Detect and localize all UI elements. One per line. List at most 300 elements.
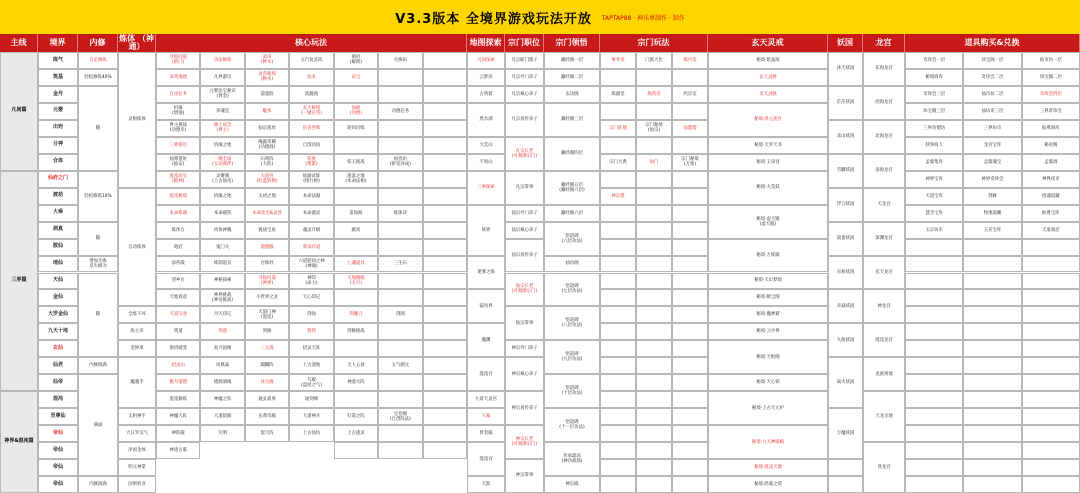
core-cell: 灵田 (种木)	[245, 52, 289, 69]
core-cell: 一键全场 (互动商伴)	[200, 154, 244, 171]
sect_insight-cell: 悟道碑 (九层功法)	[544, 340, 600, 374]
shop-cell	[1022, 442, 1080, 459]
core-cell: 六道轮回之神 (神通)	[289, 256, 333, 273]
dragon-cell: 混沌龙宫	[863, 323, 905, 357]
core-cell-empty	[334, 289, 378, 306]
dragon-cell: 玄天龙宫	[863, 256, 905, 290]
header-cell: 玄天灵戒	[708, 34, 828, 52]
realm-cell: 仙帝	[38, 374, 78, 391]
sect-play-cell	[672, 69, 708, 86]
core-cell: 仙职 (功德)	[334, 103, 378, 120]
core-cell: 自由任务	[156, 86, 200, 103]
ring-cell: 秘境·九天神殿殿	[708, 425, 828, 459]
core-cell: 丹天印记	[200, 306, 244, 323]
sect-play-cell	[600, 306, 636, 323]
header-cell: 宗门玩法	[600, 34, 708, 52]
core-cell-empty	[423, 86, 467, 103]
core-cell: 仙兽坊 (拼宠养成)	[378, 154, 422, 171]
shop-cell: 孟婆集库	[905, 154, 963, 171]
shop-cell	[905, 442, 963, 459]
realm-cell: 练气	[38, 52, 78, 69]
core-cell: 采药地理	[156, 69, 200, 86]
tili-cell: 灵根炼体	[118, 52, 156, 188]
sect_post-cell: 凡宗长老 (可观摩宗门)	[505, 137, 544, 171]
shop-cell	[963, 306, 1021, 323]
dragon-cell: 西海龙宫	[863, 86, 905, 120]
sect-play-cell	[672, 222, 708, 239]
sect-play-cell	[600, 459, 636, 476]
map-cell: 黑水湖	[467, 103, 505, 137]
ring-cell: 秘境·天幻梦境	[708, 273, 828, 290]
core-cell: 妖王挑战	[334, 154, 378, 171]
shop-cell	[905, 289, 963, 306]
core-cell: 妖族 (帮派)	[289, 154, 333, 171]
sect-play-cell	[636, 256, 672, 273]
core-cell: 本命器灵	[289, 205, 333, 222]
sect-play-cell	[636, 222, 672, 239]
sect-play-cell	[672, 289, 708, 306]
realm-cell: 帝仙	[38, 442, 78, 459]
ring-cell: 秘境·万妖殿	[708, 239, 828, 273]
sect_post-cell: 凡宗掌事	[505, 171, 544, 205]
core-cell: 钉道之阵	[334, 408, 378, 425]
core-cell: 偃月道德	[156, 374, 200, 391]
dragon-cell: 天龙圣地	[863, 391, 905, 442]
shop-cell: 神界宝库	[905, 171, 963, 188]
realm-cell: 渡劫	[38, 188, 78, 205]
core-cell: 上古遗地	[289, 357, 333, 374]
neixiu-cell: 内修圆满	[78, 357, 118, 374]
core-cell-empty	[423, 256, 467, 273]
tili-cell: 魔魂手	[118, 357, 156, 408]
tili-cell: 因果转业	[118, 476, 156, 493]
core-cell: 神秘探索	[200, 273, 244, 290]
header-cell: 宗门职位	[505, 34, 544, 52]
sect_insight-cell: 藏经阁一层	[544, 52, 600, 69]
map-cell: 不周山	[467, 154, 505, 171]
shop-cell	[1022, 289, 1080, 306]
title-badge: TAPTAP88 · 神乐界制作 · 制作	[601, 14, 685, 22]
shop-cell: 玉京宝库	[963, 222, 1021, 239]
ring-cell: 秘境·虚天殿 (虚天殿)	[708, 205, 828, 239]
demon-cell: 雪麟妖国	[828, 154, 863, 188]
neixiu-cell: 随	[78, 86, 118, 171]
realm-cell: 帝仙	[38, 459, 78, 476]
sect_insight-cell: 藏经阁四层	[544, 137, 600, 171]
realm-cell: 金丹	[38, 86, 78, 103]
sect-play-cell: 宗门驻地	[600, 120, 636, 137]
sect-play-cell: 宗门大典	[600, 154, 636, 171]
shop-cell	[1022, 239, 1080, 256]
core-cell: 道德殿	[245, 239, 289, 256]
map-cell: 三界探索	[467, 171, 505, 205]
sect_insight-cell: 仙功阁	[544, 256, 600, 273]
core-cell: 三元战	[245, 340, 289, 357]
mainline-cell: 神界&混沌篇	[0, 391, 38, 493]
core-cell: 通灵战事	[245, 391, 289, 408]
core-cell: 功法修炼	[200, 52, 244, 69]
map-cell: 迷雾之海	[467, 256, 505, 290]
table-header	[0, 34, 1080, 52]
shop-cell	[905, 391, 963, 408]
sect-play-cell	[672, 103, 708, 120]
tili-cell: 自动炼体	[118, 188, 156, 307]
shop-cell	[963, 323, 1021, 340]
core-cell-empty	[423, 425, 467, 442]
core-cell-empty	[378, 391, 422, 408]
demon-cell: 南蛮妖国	[828, 222, 863, 256]
shop-cell: 招魂道藏	[1022, 188, 1080, 205]
demon-cell: 东桓妖国	[828, 256, 863, 290]
dragon-cell: 深渊龙宫	[863, 222, 905, 256]
core-cell: 本命炼器	[156, 205, 200, 222]
shop-cell	[963, 256, 1021, 273]
realm-cell: 元婴	[38, 103, 78, 120]
core-cell: 三界游历	[156, 137, 200, 154]
dragon-cell: 北海龙宫	[863, 120, 905, 154]
core-cell: 混沌法宝 (锻神)	[156, 171, 200, 188]
core-cell: 自创功法	[289, 137, 333, 154]
map-cell: 妖界	[467, 205, 505, 256]
sect-play-cell	[600, 205, 636, 222]
sect-play-cell	[672, 306, 708, 323]
demon-cell: 茫茫妖国	[828, 86, 863, 120]
core-cell: 招灵天阵	[289, 340, 333, 357]
core-cell: 天地阁殿 (无尽)	[334, 273, 378, 290]
shop-cell: 秘境商库	[905, 69, 963, 86]
core-cell: 太初之地	[245, 188, 289, 205]
core-cell-empty	[423, 205, 467, 222]
shop-cell: 龙宫宝库	[963, 137, 1021, 154]
core-cell: 剑意	[200, 323, 244, 340]
ring-cell: 秘境·净心莲台	[708, 103, 828, 137]
core-cell-empty	[423, 103, 467, 120]
sect_post-cell: 仙宗核心弟子	[505, 222, 544, 239]
shop-cell: 仙尊宝库	[1022, 205, 1080, 222]
map-cell: 混沌宫	[467, 357, 505, 391]
core-cell: 添药殿	[156, 256, 200, 273]
sect-play-cell	[672, 357, 708, 374]
core-cell-empty	[423, 374, 467, 391]
shop-cell	[1022, 425, 1080, 442]
sect-play-cell	[636, 476, 672, 493]
sect-play-cell: 宗门秘境 (万象)	[672, 154, 708, 171]
sect-play-cell	[636, 391, 672, 408]
core-cell-empty	[423, 222, 467, 239]
neixiu-cell: 轻松修炼10%	[78, 171, 118, 222]
tili-cell: 大日罗汉气	[118, 425, 156, 442]
shop-cell	[905, 306, 963, 323]
core-cell-empty	[423, 391, 467, 408]
shop-cell	[1022, 408, 1080, 425]
core-cell: 玄黄母殿	[245, 408, 289, 425]
sect-play-cell: 炼药房	[636, 86, 672, 103]
shop-cell	[1022, 391, 1080, 408]
core-cell: 鬼门关	[200, 239, 244, 256]
header-cell: 龙宫	[863, 34, 905, 52]
core-cell: 灵兽秘境 (种木)	[245, 69, 289, 86]
core-cell: 大道神兵	[289, 408, 333, 425]
sect_post-cell: 凡宗职门派子	[505, 52, 544, 69]
sect_post-cell: 仙宗长老 (可观摩宗门)	[505, 273, 544, 307]
tili-cell: 太阴神手	[118, 408, 156, 425]
core-cell: 天地真意	[156, 289, 200, 306]
core-cell: 神魔大阵	[156, 408, 200, 425]
core-cell: 剑修挑战	[334, 323, 378, 340]
realm-cell: 合体	[38, 154, 78, 171]
realm-cell: 仙君	[38, 357, 78, 374]
page-title: V3.3版本 全境界游戏玩法开放	[395, 11, 592, 27]
shop-cell	[905, 273, 963, 290]
sect-play-cell	[672, 188, 708, 205]
core-cell: 石鸣阵 (大阵)	[245, 154, 289, 171]
shop-cell	[905, 323, 963, 340]
realm-cell: 帝仙	[38, 476, 78, 493]
demon-cell: 万魔妖国	[828, 408, 863, 459]
core-cell-empty	[423, 289, 467, 306]
ring-cell: 秘境·大荒妖	[708, 171, 828, 205]
core-cell: 剑仙	[289, 306, 333, 323]
core-cell: 剑魄刀	[334, 306, 378, 323]
realm-cell: 地仙	[38, 256, 78, 273]
core-cell: 混沌修炼	[156, 391, 200, 408]
sect_post-cell: 凡宗外门弟子	[505, 69, 544, 86]
dragon-cell: 苍龙宫	[863, 442, 905, 493]
sect_insight-cell: 悟道碑 (八层功法)	[544, 306, 600, 340]
sect_post-cell: 神宗核心弟子	[505, 357, 544, 391]
map-cell: 九霄天灵宫	[467, 391, 505, 408]
demon-cell: 沐天妖国	[828, 52, 863, 86]
core-cell-empty	[423, 442, 467, 459]
shop-cell	[1022, 357, 1080, 374]
shop-cell	[1022, 323, 1080, 340]
core-cell-empty	[334, 188, 378, 205]
shop-cell	[963, 357, 1021, 374]
map-cell: 凡间探索	[467, 52, 505, 69]
sect-play-cell	[672, 340, 708, 357]
realm-cell: 玄仙	[38, 340, 78, 357]
sect-play-cell	[672, 239, 708, 256]
shop-cell: 珍宝阁一层	[963, 52, 1021, 69]
core-cell: 寻仙问道 (神界)	[245, 273, 289, 290]
core-cell: 遗落之地 (本命法相)	[334, 171, 378, 188]
core-cell: 本命法宝&灵兽	[245, 205, 289, 222]
core-cell: 神魔之阵	[200, 391, 244, 408]
header-cell: 核心玩法	[156, 34, 467, 52]
sect-play-cell	[672, 476, 708, 493]
sect-play-cell	[600, 239, 636, 256]
core-cell: 机缘之地	[200, 188, 244, 205]
map-cell: 魔渊	[467, 323, 505, 357]
sect-play-cell: 炼丹房	[672, 52, 708, 69]
ring-cell: 玄天灵脉	[708, 69, 828, 86]
realm-cell: 至尊仙	[38, 408, 78, 425]
shop-cell	[963, 391, 1021, 408]
core-cell: 兑换码	[378, 52, 422, 69]
sect-play-cell	[600, 442, 636, 459]
sect-play-cell	[600, 171, 636, 188]
ring-cell: 炎天灵脉	[708, 86, 828, 103]
shop-cell: 仙市坊二层	[963, 86, 1021, 103]
sect-play-cell	[600, 408, 636, 425]
demon-cell: 北山妖国	[828, 120, 863, 154]
core-cell: 幽冥	[334, 222, 378, 239]
shop-cell: 三界奇珍会	[1022, 103, 1080, 120]
sect-play-cell	[672, 323, 708, 340]
shop-cell: 天道商店	[1022, 222, 1080, 239]
core-cell: 混沌秘境	[156, 188, 200, 205]
core-cell: 望乡台	[156, 273, 200, 290]
core-cell-empty	[378, 120, 422, 137]
core-cell: 法术	[289, 69, 333, 86]
core-cell: 泽元殿	[245, 374, 289, 391]
sect-play-cell	[636, 357, 672, 374]
realm-cell: 九天十地	[38, 323, 78, 340]
core-cell: 道童股	[245, 86, 289, 103]
core-cell-empty	[334, 391, 378, 408]
dragon-cell: 神龙宫	[863, 289, 905, 323]
core-cell: 百炼经	[245, 256, 289, 273]
core-cell: 上古仙坊	[289, 425, 333, 442]
ring-cell: 秘境·云中界	[708, 323, 828, 340]
neixiu-cell: 轻松修炼40%	[78, 69, 118, 86]
core-cell: 轮回历练	[334, 120, 378, 137]
realm-cell: 筑基	[38, 69, 78, 86]
core-cell: 神界挑战 (神帝挑战)	[200, 289, 244, 306]
core-cell: 炼体台	[156, 222, 200, 239]
sect_insight-cell: 神宗殿	[544, 476, 600, 493]
core-cell: 神阵殿	[156, 425, 200, 442]
core-cell-empty	[423, 273, 467, 290]
tili-cell: 全炼不坏	[118, 306, 156, 323]
shop-cell	[905, 459, 963, 476]
shop-cell	[963, 239, 1021, 256]
neixiu-cell: 自定修炼	[78, 52, 118, 69]
sect_post-cell: 神宗真传弟子	[505, 391, 544, 425]
sect-play-cell	[600, 222, 636, 239]
shop-cell: 秘府阁	[1022, 137, 1080, 154]
shop-cell	[963, 408, 1021, 425]
core-cell: 宝卷阁 (自创阵法)	[378, 408, 422, 425]
core-cell-empty	[423, 357, 467, 374]
sect-play-cell	[636, 205, 672, 222]
core-cell-empty	[378, 425, 422, 442]
core-cell: 仙器试炼 (排行榜)	[289, 171, 333, 188]
shop-cell	[1022, 256, 1080, 273]
shop-cell	[905, 374, 963, 391]
core-cell: 养魂室	[200, 103, 244, 120]
realm-cell: 大乘	[38, 205, 78, 222]
neixiu-cell: 随	[78, 222, 118, 256]
core-cell: 本命法器	[289, 188, 333, 205]
shop-cell: 玉京坊市	[905, 222, 963, 239]
core-cell-empty	[334, 137, 378, 154]
core-cell-empty	[378, 340, 422, 357]
core-cell-empty	[378, 442, 422, 459]
header-cell: 内修	[78, 34, 118, 52]
header-cell: 道具购买&兑换	[905, 34, 1080, 52]
core-cell: 炼体诀	[378, 205, 422, 222]
core-cell: 亡魂道具	[334, 256, 378, 273]
realm-cell: 出窍	[38, 120, 78, 137]
core-cell-empty	[423, 120, 467, 137]
map-cell: 天幕	[467, 408, 505, 425]
core-cell: 小世界之灵	[245, 289, 289, 306]
sect_insight-cell: 藏经阁三层	[544, 103, 600, 137]
shop-cell	[905, 340, 963, 357]
core-cell: 修士试会 (界主)	[200, 120, 244, 137]
core-cell-empty	[378, 69, 422, 86]
core-cell: 魂灵升级	[289, 222, 333, 239]
sect_insight-cell: 藏经阁二层	[544, 69, 600, 86]
header-cell: 地图探索	[467, 34, 505, 52]
sect-play-cell	[636, 69, 672, 86]
header-cell: 境界	[38, 34, 78, 52]
sect_post-cell: 神宗掌事	[505, 459, 544, 493]
sect_insight-cell: 悟道碑 (十层功法)	[544, 374, 600, 408]
core-cell-empty	[378, 188, 422, 205]
core-cell: 神印 (命力)	[289, 273, 333, 290]
core-cell: 三生石	[378, 256, 422, 273]
realm-cell: 帝仙	[38, 425, 78, 442]
realm-cell: 洞真	[38, 222, 78, 239]
sect-play-cell	[600, 256, 636, 273]
core-cell: 大道宫 (红蓝转换)	[245, 171, 289, 188]
core-cell: 复兴固阁	[200, 340, 244, 357]
neixiu-cell: 增加失败 反失修为	[78, 256, 118, 273]
realm-cell: 大罗金仙	[38, 306, 78, 323]
core-cell: 剑阁	[378, 306, 422, 323]
sect-play-cell	[636, 459, 672, 476]
core-cell: 灵聚阁 (上古仙帝)	[200, 171, 244, 188]
core-cell-empty	[423, 154, 467, 171]
core-cell: 招灵山	[156, 357, 200, 374]
shop-cell: 剑修	[963, 188, 1021, 205]
shop-cell	[963, 374, 1021, 391]
core-cell: 天人五衰	[334, 357, 378, 374]
sect_post-cell: 凡宗核心弟子	[505, 86, 544, 103]
shop-cell	[963, 425, 1021, 442]
core-cell: 肉体神魄	[200, 222, 244, 239]
map-cell: 贤者殿	[467, 425, 505, 442]
shop-cell	[1022, 459, 1080, 476]
sect-play-cell	[672, 459, 708, 476]
shop-cell: 孟婆瑰宝	[963, 154, 1021, 171]
sect_insight-cell: 藏经阁六层	[544, 205, 600, 222]
sect-play-cell	[672, 425, 708, 442]
neixiu-cell: 满溢	[78, 374, 118, 476]
shop-cell: 慧音宝库	[905, 205, 963, 222]
sect_insight-cell: 藏经阁五层 (藏经阁六层)	[544, 171, 600, 205]
sect-play-cell: 宗门秘境 (仙宗)	[636, 120, 672, 137]
tili-cell: 金钟罩	[118, 340, 156, 357]
shop-cell	[905, 408, 963, 425]
shop-cell: 仙尊商库	[1022, 120, 1080, 137]
sect-play-cell	[636, 137, 672, 154]
core-cell: 机缘 (增强)	[156, 103, 200, 120]
header-cell: 主线	[0, 34, 38, 52]
realm-cell: 混沌	[38, 391, 78, 408]
sect-play-cell	[600, 340, 636, 357]
sect-play-cell	[672, 205, 708, 222]
core-cell: 天心印记	[289, 289, 333, 306]
core-cell: 寻仙问道 (新门)	[156, 52, 200, 69]
sect-play-cell	[600, 103, 636, 120]
map-cell: 大荒山	[467, 137, 505, 154]
shop-cell	[963, 442, 1021, 459]
sect_post-cell: 凡宗真传弟子	[505, 103, 544, 137]
sect-play-cell	[636, 425, 672, 442]
